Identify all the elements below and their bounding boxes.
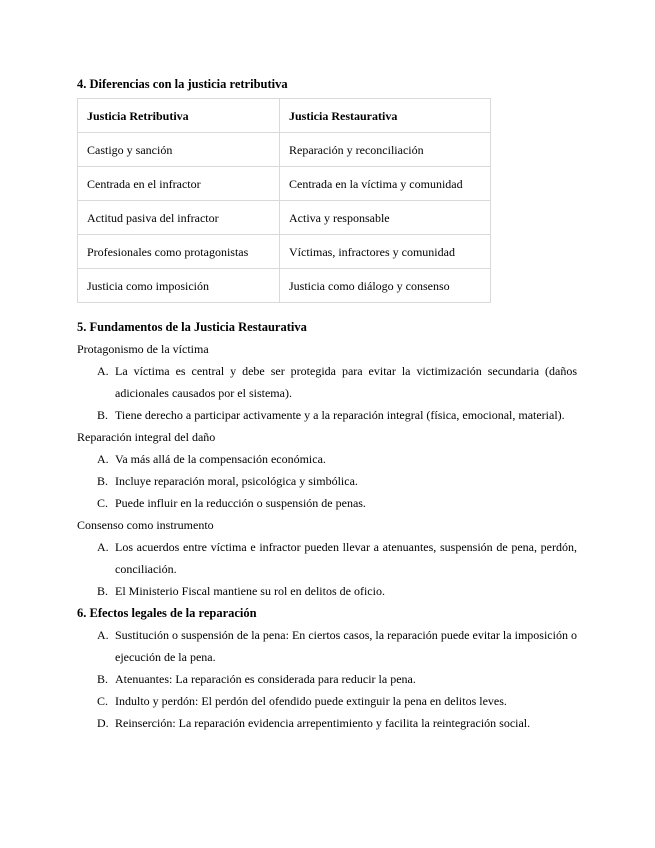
list-marker: C.	[97, 496, 109, 510]
list-item	[77, 668, 577, 690]
list-item-text: Puede influir en la reducción o suspensión de penas.	[115, 496, 366, 510]
table-cell: Justicia como imposición	[78, 269, 280, 303]
list-item	[77, 360, 577, 404]
list-marker: A.	[97, 628, 109, 642]
ordered-list	[77, 624, 577, 734]
list-marker: B.	[97, 584, 109, 598]
list-item-text: Tiene derecho a participar activamente y a la reparación integral (física, emocional, material).	[115, 408, 565, 422]
list-marker: D.	[97, 716, 109, 730]
section-4-heading: 4. Diferencias con la justicia retributiva	[77, 77, 288, 91]
table-cell: Castigo y sanción	[78, 133, 280, 167]
list-item	[77, 624, 577, 668]
ordered-list	[77, 360, 577, 426]
list-marker: A.	[97, 364, 109, 378]
list-item	[77, 492, 577, 514]
list-marker: B.	[97, 408, 109, 422]
list-marker: A.	[97, 540, 109, 554]
table-cell: Activa y responsable	[280, 201, 491, 235]
table-cell: Centrada en el infractor	[78, 167, 280, 201]
list-item-text: Sustitución o suspensión de la pena: En ciertos casos, la reparación puede evitar la imposición o ejecución de la pena.	[115, 628, 577, 664]
list-marker: B.	[97, 474, 109, 488]
table-row	[78, 269, 491, 303]
list-item-text: Atenuantes: La reparación es considerada para reducir la pena.	[115, 672, 416, 686]
table-header-row	[78, 99, 491, 133]
document-content	[77, 73, 577, 734]
table-cell: Justicia como diálogo y consenso	[280, 269, 491, 303]
table-cell: Reparación y reconciliación	[280, 133, 491, 167]
table-cell: Víctimas, infractores y comunidad	[280, 235, 491, 269]
comparison-table	[77, 98, 491, 303]
table-row	[78, 133, 491, 167]
ordered-list	[77, 448, 577, 514]
table-row	[78, 167, 491, 201]
table-cell: Centrada en la víctima y comunidad	[280, 167, 491, 201]
section-6-heading: 6. Efectos legales de la reparación	[77, 606, 257, 620]
list-item-text: Va más allá de la compensación económica.	[115, 452, 326, 466]
list-item	[77, 470, 577, 492]
list-marker: A.	[97, 452, 109, 466]
group-title: Protagonismo de la víctima	[77, 342, 209, 356]
table-row	[78, 201, 491, 235]
list-marker: B.	[97, 672, 109, 686]
section-5-heading: 5. Fundamentos de la Justicia Restaurativa	[77, 320, 307, 334]
list-item	[77, 448, 577, 470]
list-item-text: Los acuerdos entre víctima e infractor pueden llevar a atenuantes, suspensión de pena, perdón, conciliación.	[115, 540, 577, 576]
table-cell: Profesionales como protagonistas	[78, 235, 280, 269]
list-item	[77, 404, 577, 426]
table-header-cell: Justicia Retributiva	[78, 99, 280, 133]
table-header-cell: Justicia Restaurativa	[280, 99, 491, 133]
list-item-text: Reinserción: La reparación evidencia arrepentimiento y facilita la reintegración social.	[115, 716, 531, 730]
list-item	[77, 712, 577, 734]
group-title: Consenso como instrumento	[77, 518, 214, 532]
table-cell: Actitud pasiva del infractor	[78, 201, 280, 235]
list-item	[77, 690, 577, 712]
list-item-text: El Ministerio Fiscal mantiene su rol en delitos de oficio.	[115, 584, 385, 598]
list-marker: C.	[97, 694, 109, 708]
list-item	[77, 536, 577, 580]
list-item-text: Incluye reparación moral, psicológica y simbólica.	[115, 474, 358, 488]
ordered-list	[77, 536, 577, 602]
list-item	[77, 580, 577, 602]
list-item-text: La víctima es central y debe ser protegida para evitar la victimización secundaria (daños adicionales causados por el sistema).	[115, 364, 577, 400]
group-title: Reparación integral del daño	[77, 430, 216, 444]
list-item-text: Indulto y perdón: El perdón del ofendido puede extinguir la pena en delitos leves.	[115, 694, 507, 708]
table-row	[78, 235, 491, 269]
